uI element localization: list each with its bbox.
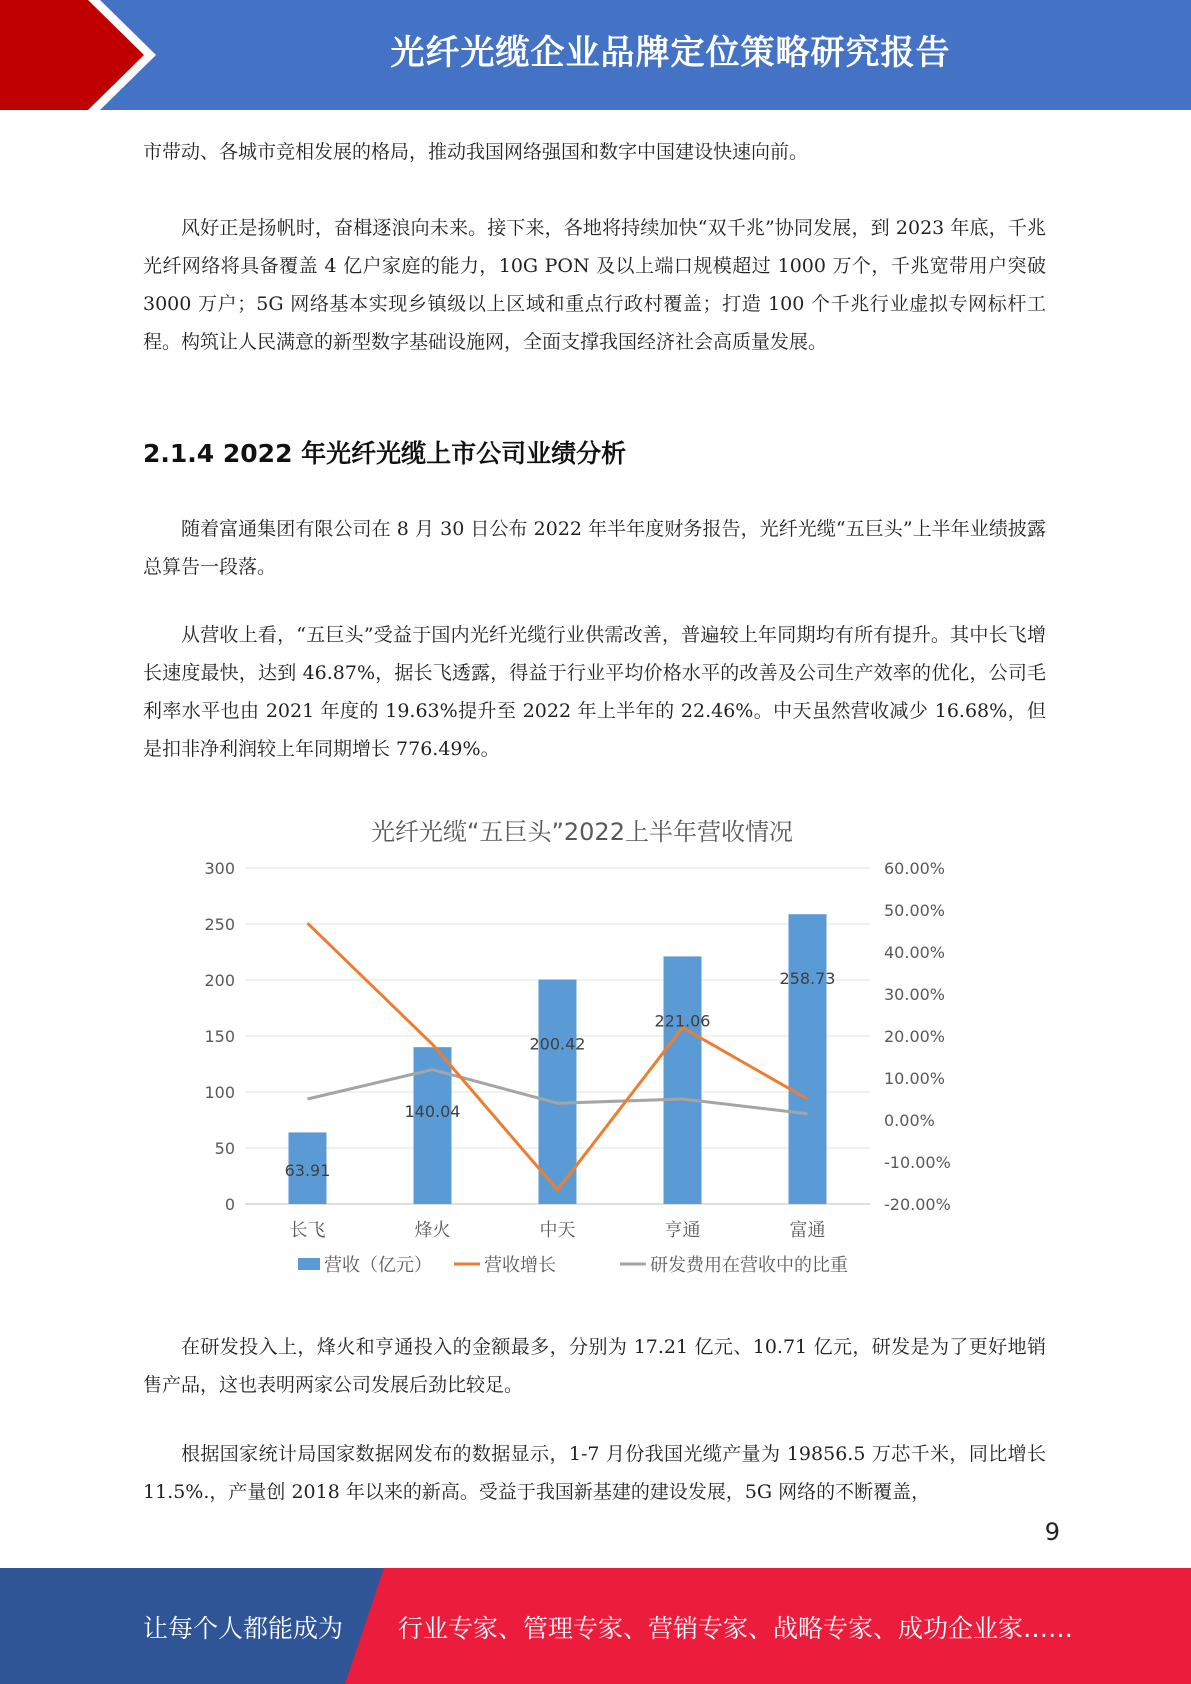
y2-tick-label: 0.00% [884, 1111, 935, 1130]
bar-data-label: 63.91 [284, 1161, 331, 1180]
y-tick-label: 300 [204, 859, 235, 878]
y2-tick-label: 60.00% [884, 859, 946, 878]
legend-label-growth: 营收增长 [484, 1255, 556, 1276]
y-tick-label: 150 [204, 1027, 235, 1046]
y-tick-label: 250 [204, 915, 235, 934]
y2-tick-label: -10.00% [884, 1153, 951, 1172]
footer-slogan-right: 行业专家、管理专家、营销专家、战略专家、成功企业家…… [398, 1614, 1074, 1643]
page-number: 9 [1044, 1518, 1060, 1546]
chart-title: 光纤光缆“五巨头”2022上半年营收情况 [371, 818, 793, 846]
bar-data-label: 200.42 [529, 1034, 586, 1054]
y-tick-label: 200 [204, 971, 235, 990]
bar-data-label: 258.73 [779, 969, 836, 989]
paragraph-1: 市带动、各城市竞相发展的格局，推动我国网络强国和数字中国建设快速向前。 [143, 141, 809, 163]
legend-swatch-revenue [298, 1258, 320, 1270]
bar-4 [664, 956, 702, 1204]
x-tick-label: 亨通 [664, 1220, 701, 1241]
paragraph-6: 根据国家统计局国家数据网发布的数据显示，1-7 月份我国光缆产量为 19856.5 万芯千米，同比增长 11.5%.，产量创 2018 年以来的新高。受益于我国新基建的建设发展，5G 网络的不断覆盖， [143, 1443, 1046, 1503]
y2-tick-label: 50.00% [884, 901, 946, 920]
revenue-chart [190, 800, 990, 1300]
x-tick-label: 富通 [789, 1220, 826, 1241]
report-title: 光纤光缆企业品牌定位策略研究报告 [390, 33, 951, 73]
bar-5 [789, 914, 827, 1204]
chart-canvas [190, 800, 990, 1300]
paragraph-5: 在研发投入上，烽火和亨通投入的金额最多，分别为 17.21 亿元、10.71 亿元，研发是为了更好地销售产品，这也表明两家公司发展后劲比较足。 [143, 1336, 1046, 1396]
x-tick-label: 长飞 [289, 1220, 326, 1241]
bar-data-label: 221.06 [654, 1011, 711, 1031]
page-header [0, 0, 1191, 110]
y2-tick-label: -20.00% [884, 1195, 951, 1214]
x-tick-label: 中天 [539, 1220, 576, 1241]
section-heading: 2.1.4 2022 年光纤光缆上市公司业绩分析 [143, 439, 627, 468]
y2-tick-label: 10.00% [884, 1069, 946, 1088]
y2-tick-label: 30.00% [884, 985, 946, 1004]
paragraph-4: 从营收上看，“五巨头”受益于国内光纤光缆行业供需改善，普遍较上年同期均有所有提升。其中长飞增长速度最快，达到 46.87%，据长飞透露，得益于行业平均价格水平的改善及公司生产效率的优化，公司毛利率水平也由 2021 年度的 19.63%提升至 2022 年上半年的 22.46%。中天虽然营收减少 16.68%，但是扣非净利润较上年同期增长 776.49%。 [143, 624, 1046, 760]
x-tick-label: 烽火 [414, 1220, 451, 1241]
footer-slogan-left: 让每个人都能成为 [143, 1614, 344, 1643]
paragraph-3: 随着富通集团有限公司在 8 月 30 日公布 2022 年半年度财务报告，光纤光缆“五巨头”上半年业绩披露总算告一段落。 [143, 518, 1046, 578]
y-tick-label: 0 [224, 1195, 235, 1214]
legend-label-revenue: 营收（亿元） [324, 1255, 432, 1276]
y-tick-label: 100 [204, 1083, 235, 1102]
legend-label-rd: 研发费用在营收中的比重 [650, 1255, 848, 1276]
y2-tick-label: 20.00% [884, 1027, 946, 1046]
y2-tick-label: 40.00% [884, 943, 946, 962]
y-tick-label: 50 [214, 1139, 235, 1158]
bar-data-label: 140.04 [404, 1102, 461, 1122]
page-footer [0, 1568, 1191, 1684]
paragraph-2: 风好正是扬帆时，奋楫逐浪向未来。接下来，各地将持续加快“双千兆”协同发展，到 2023 年底，千兆光纤网络将具备覆盖 4 亿户家庭的能力，10G PON 及以上端口规模超过 1000 万个，千兆宽带用户突破 3000 万户；5G 网络基本实现乡镇级以上区域和重点行政村覆盖；打造 100 个千兆行业虚拟专网标杆工程。构筑让人民满意的新型数字基础设施网，全面支撑我国经济社会高质量发展。 [143, 217, 1046, 353]
